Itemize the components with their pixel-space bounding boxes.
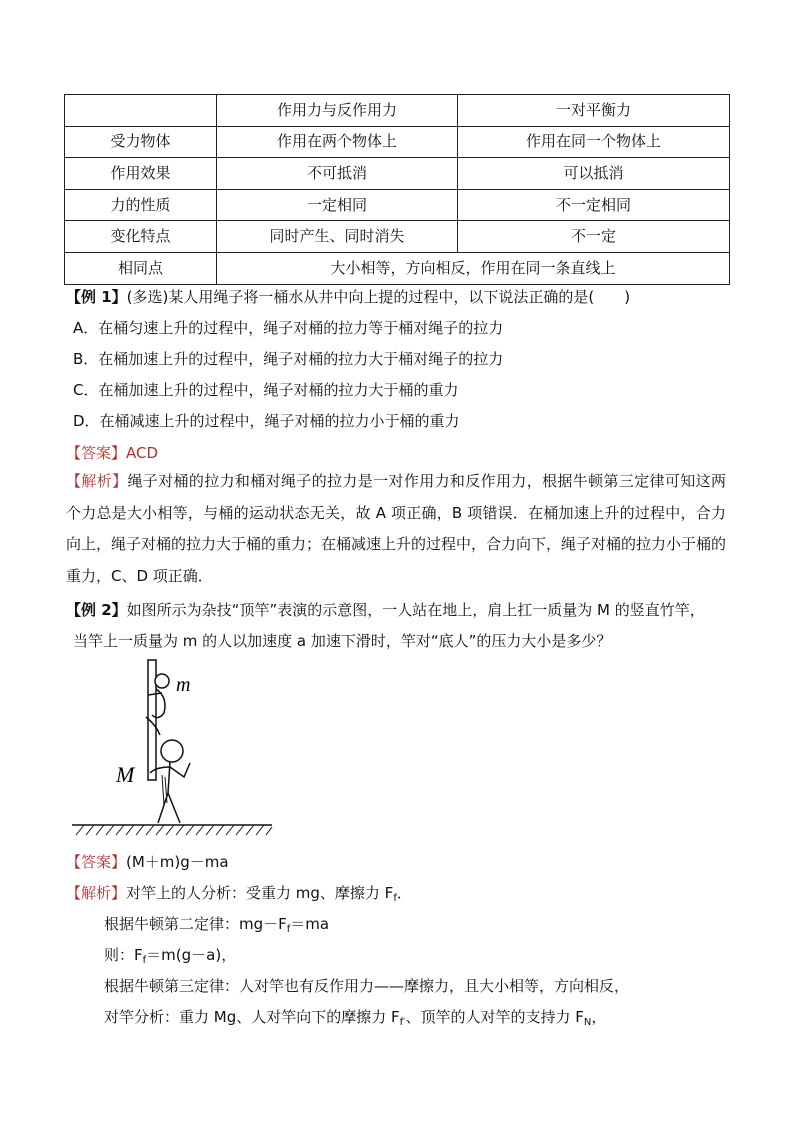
table-cell: 不一定相同 — [458, 189, 730, 221]
option-a: A．在桶匀速上升的过程中，绳子对桶的拉力等于桶对绳子的拉力 — [73, 319, 504, 337]
analysis-tag: 【解析】 — [66, 472, 128, 490]
table-row — [65, 189, 730, 221]
table-header-row — [65, 95, 730, 127]
line-text: ＝ma — [290, 915, 330, 933]
table-cell: 可以抵消 — [458, 158, 730, 190]
subscript: N — [583, 1017, 592, 1028]
table-cell: 变化特点 — [65, 221, 217, 253]
table-cell: 力的性质 — [65, 189, 217, 221]
subscript: f — [393, 893, 397, 904]
table-cell: 不可抵消 — [217, 158, 458, 190]
analysis-text: 对竿上的人分析：受重力 mg、摩擦力 F — [126, 884, 394, 902]
example1-answer — [66, 443, 158, 463]
table-row — [65, 126, 730, 158]
table-cell: 大小相等，方向相反，作用在同一条直线上 — [217, 252, 730, 284]
line-text: 根据牛顿第二定律：mg－F — [104, 915, 287, 933]
example1-question — [66, 287, 630, 307]
punctuation: ， — [591, 1008, 607, 1026]
pole-analysis-line — [104, 1007, 606, 1033]
table-cell: 同时产生、同时消失 — [217, 221, 458, 253]
subscript: f — [286, 924, 291, 935]
subscript: f — [142, 955, 147, 966]
example1-question-text: (多选)某人用绳子将一桶水从井中向上提的过程中，以下说法正确的是( ) — [126, 288, 631, 306]
example2-analysis-first — [66, 883, 412, 909]
example2-question-line2: 当竿上一质量为 m 的人以加速度 a 加速下滑时，竿对“底人”的压力大小是多少？ — [73, 632, 612, 650]
option-d: D．在桶减速上升的过程中，绳子对桶的拉力小于桶的重力 — [73, 412, 460, 430]
table-row — [65, 221, 730, 253]
table-cell: 一定相同 — [217, 189, 458, 221]
label-m: m — [176, 674, 191, 696]
option-c: C．在桶加速上升的过程中，绳子对桶的拉力大于桶的重力 — [73, 381, 459, 399]
table-cell: 作用在同一个物体上 — [458, 126, 730, 158]
example2-question-line1 — [66, 600, 705, 620]
example2-answer — [66, 852, 229, 872]
table-cell: 作用力与反作用力 — [217, 95, 458, 127]
table-cell: 一对平衡力 — [458, 95, 730, 127]
table-row — [65, 158, 730, 190]
line-text: 则：F — [104, 946, 143, 964]
table-row — [65, 252, 730, 284]
table-cell: 作用效果 — [65, 158, 217, 190]
table-cell: 不一定 — [458, 221, 730, 253]
newton-second-law-line — [104, 914, 329, 940]
friction-result-line — [104, 945, 236, 971]
example2-tag: 【例 2】 — [66, 601, 127, 619]
example1-tag: 【例 1】 — [66, 288, 127, 306]
base-person-head — [161, 740, 183, 762]
example2-question-text1: 如图所示为杂技“顶竿”表演的示意图，一人站在地上，肩上扛一质量为 M 的竖直竹竿， — [126, 601, 705, 619]
answer-tag: 【答案】 — [66, 444, 127, 462]
analysis-tag: 【解析】 — [66, 884, 127, 902]
subscript: f′ — [399, 1017, 406, 1028]
table-cell — [65, 95, 217, 127]
line-text: ＝m(g－a)， — [146, 946, 237, 964]
table-cell: 受力物体 — [65, 126, 217, 158]
option-b: B．在桶加速上升的过程中，绳子对桶的拉力大于桶对绳子的拉力 — [73, 350, 504, 368]
example1-analysis — [66, 466, 726, 592]
comparison-table — [64, 94, 730, 285]
line-text: 、顶竿的人对竿的支持力 F — [405, 1008, 584, 1026]
answer-value: ACD — [126, 444, 159, 462]
analysis-text: 绳子对桶的拉力和桶对绳子的拉力是一对作用力和反作用力，根据牛顿第三定律可知这两个力总是大小相等，与桶的运动状态无关，故 A 项正确，B 项错误．在桶加速上升的过程中，合力向上，绳子对桶的拉力大于桶的重力；在桶减速上升的过程中，合力向下，绳子对桶的拉力小于桶的重力，C、D 项正确． — [66, 472, 727, 585]
pole-act-figure — [72, 655, 276, 837]
label-M: M — [116, 762, 135, 787]
line-text: 对竿分析：重力 Mg、人对竿向下的摩擦力 F — [104, 1008, 400, 1026]
table-cell: 相同点 — [65, 252, 217, 284]
newton-third-law-line: 根据牛顿第三定律：人对竿也有反作用力——摩擦力，且大小相等，方向相反， — [104, 977, 630, 995]
table-cell: 作用在两个物体上 — [217, 126, 458, 158]
punctuation: ． — [396, 884, 412, 902]
answer-value: (M＋m)g－ma — [126, 853, 229, 871]
answer-tag: 【答案】 — [66, 853, 127, 871]
ground-hatching — [76, 825, 272, 835]
climber-head — [155, 674, 169, 688]
